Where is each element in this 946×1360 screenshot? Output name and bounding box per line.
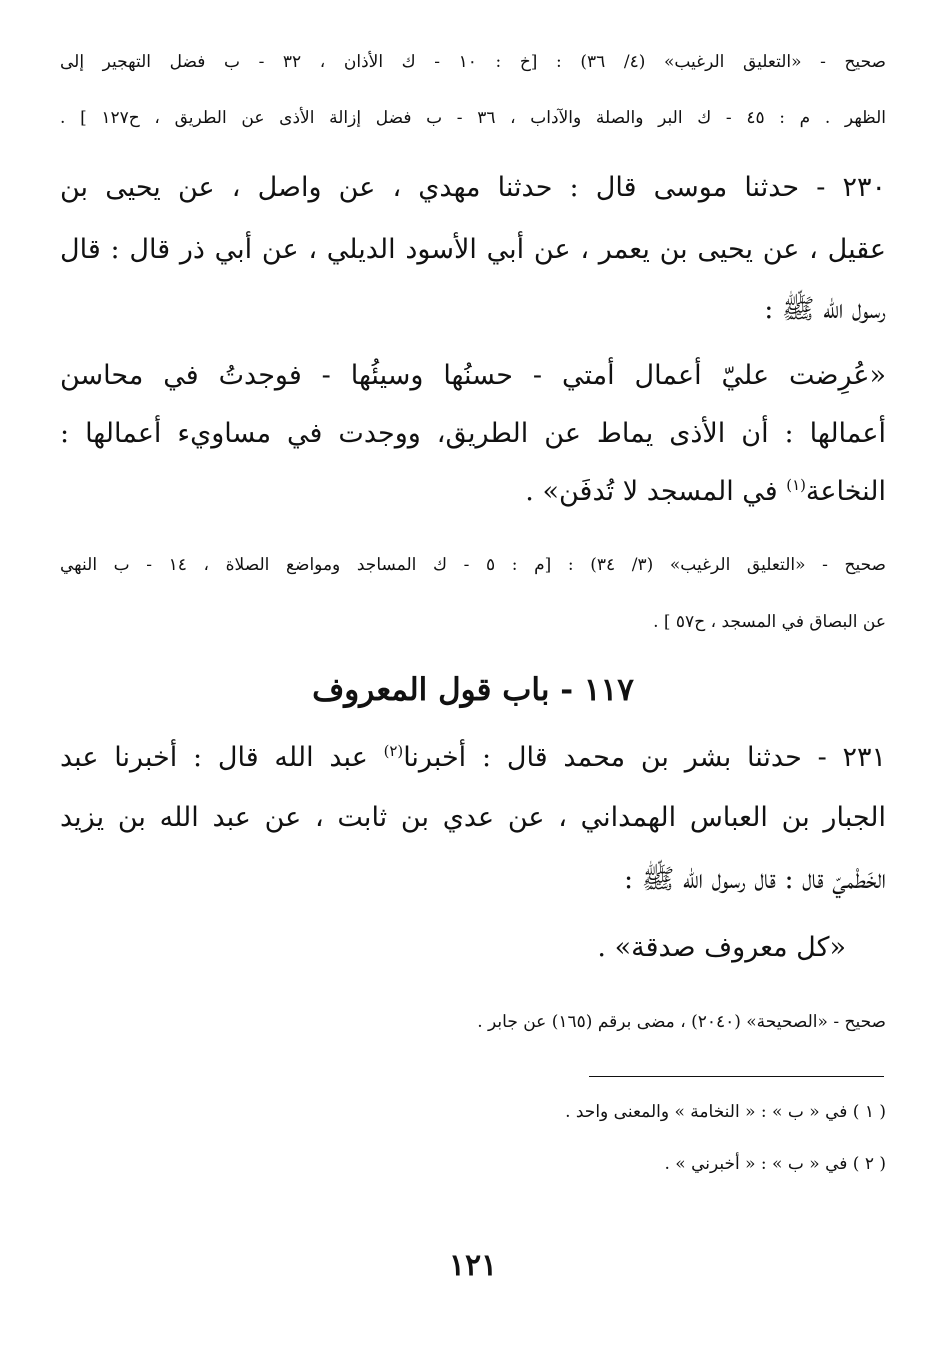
footnote: ( ١ ) في « ب » : « النخامة » والمعنى واحد . (565, 1102, 886, 1122)
hadith-231-text: «كل معروف صدقة» . (597, 932, 846, 963)
page-number: ١٢١ (448, 1248, 498, 1283)
hadith-230-text-part: النخاعة (805, 476, 886, 507)
hadith-231-isnad-line: الجبار بن العباس الهمداني ، عن عدي بن ثابت ، عن عبد الله بن يزيد (60, 802, 886, 833)
hadith-231-text-part: عبد الله قال : أخبرنا عبد (60, 742, 384, 773)
footnote-marker: (١) (786, 476, 806, 494)
hadith-230-text-part: في المسجد لا تُدفَن» . (525, 476, 787, 507)
footnote-marker: (٢) (383, 742, 404, 760)
hadith-230-isnad-line: عقيل ، عن يحيى بن يعمر ، عن أبي الأسود الديلي ، عن أبي ذر قال : قال (60, 234, 886, 265)
hadith-231-isnad-line: الخَطْميّ قال : قال رسول الله ﷺ : (624, 864, 886, 895)
hadith-230-text-line: «عُرِضت عليّ أعمال أمتي - حسنُها وسيئُها - فوجدتُ في محاسن (60, 360, 886, 391)
hadith-230-text-line: أعمالها : أن الأذى يماط عن الطريق، ووجدت في مساويء أعمالها : (60, 418, 886, 449)
footnote-divider (589, 1076, 884, 1077)
hadith-230-isnad-line: ٢٣٠ - حدثنا موسى قال : حدثنا مهدي ، عن واصل ، عن يحيى بن (60, 172, 886, 203)
footnote: ( ٢ ) في « ب » : « أخبرني » . (664, 1154, 886, 1174)
hadith-230-isnad-line: رسول الله ﷺ : (764, 294, 886, 325)
hadith-231-isnad-line (60, 742, 886, 773)
hadith-231-text-part: ٢٣١ - حدثنا بشر بن محمد قال : أخبرنا (403, 742, 886, 773)
grading-note-line: صحيح - «التعليق الرغيب» (٣/ ٣٤) : [م : ٥ - ك المساجد ومواضع الصلاة ، ١٤ - ب النهي (60, 555, 886, 575)
grading-note-line: صحيح - «الصحيحة» (٢٠٤٠) ، مضى برقم (١٦٥) عن جابر . (477, 1012, 886, 1032)
grading-note-line: صحيح - «التعليق الرغيب» (٤/ ٣٦) : [خ : ١٠ - ك الأذان ، ٣٢ - ب فضل التهجير إلى (60, 52, 886, 72)
grading-note-line: عن البصاق في المسجد ، ح٥٧ ] . (653, 612, 886, 632)
chapter-heading: ١١٧ - باب قول المعروف (312, 672, 634, 708)
grading-note-line: الظهر . م : ٤٥ - ك البر والصلة والآداب ، ٣٦ - ب فضل إزالة الأذى عن الطريق ، ح١٢٧ ] . (60, 108, 886, 128)
hadith-230-text-line (60, 476, 886, 507)
